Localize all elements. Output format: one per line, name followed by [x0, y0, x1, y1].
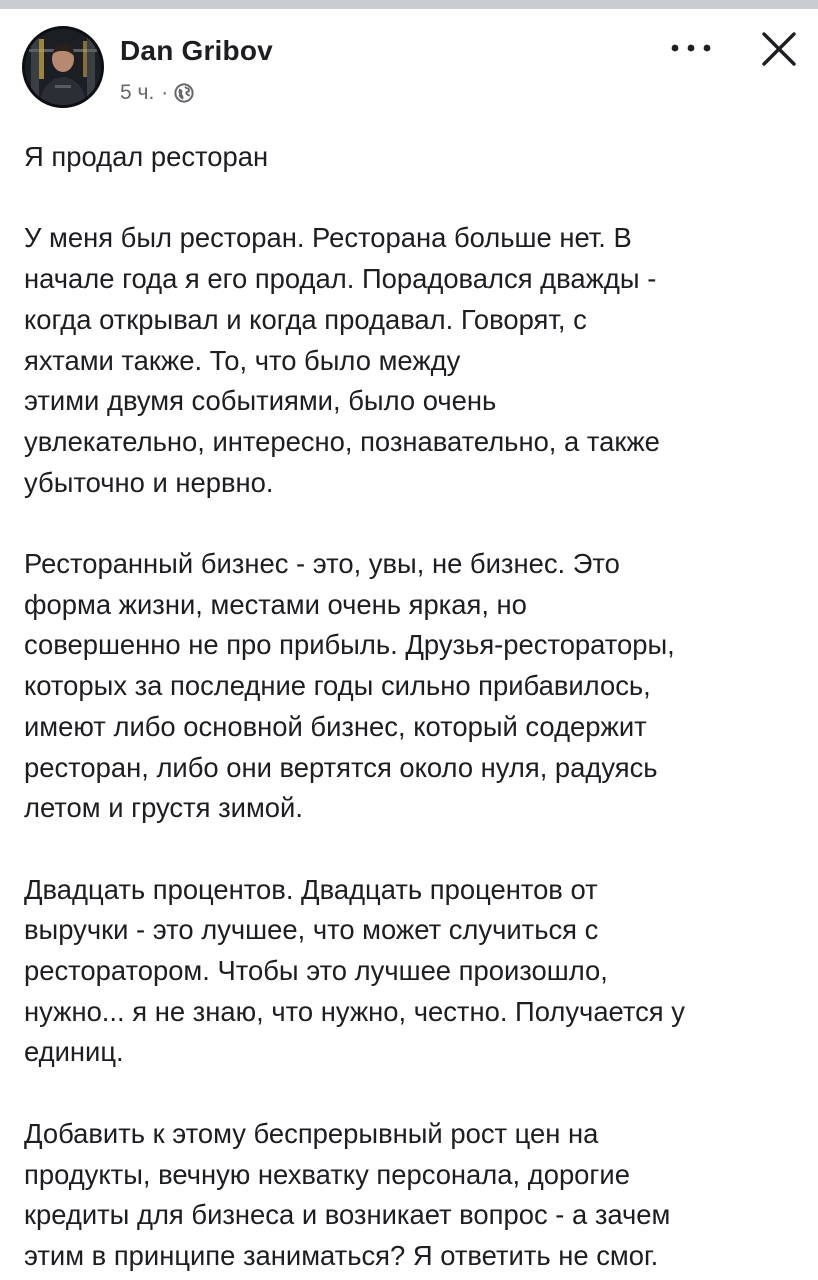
post-time[interactable]: 5 ч. — [120, 81, 155, 104]
paragraph-spacer — [24, 178, 804, 219]
globe-icon — [174, 83, 194, 103]
post-paragraph-4: Добавить к этому беспрерывный рост цен на продукты, вечную нехватку персонала, дорогие кредиты для бизнеса и возникает вопрос - а зачем этим в принципе заниматься? Я ответить не смог. — [24, 1117, 671, 1271]
post-paragraph-3: Двадцать процентов. Двадцать процентов от выручки - это лучшее, что может случиться с рестоpатором. Чтобы это лучшее произошло, нужно... я не знаю, что нужно, честно. Получается у единиц. — [24, 873, 685, 1068]
more-icon[interactable] — [666, 36, 716, 60]
paragraph-spacer — [24, 503, 804, 544]
paragraph-spacer — [24, 829, 804, 870]
avatar[interactable] — [22, 26, 104, 108]
close-icon[interactable] — [760, 30, 798, 68]
author-name[interactable]: Dan Gribov — [120, 35, 273, 66]
post-meta — [120, 79, 194, 107]
post-title: Я продал ресторан — [24, 141, 269, 172]
post-paragraph-2: Ресторанный бизнес - это, увы, не бизнес. Это форма жизни, местами очень яркая, но совершенно не про прибыль. Друзья-рестораторы, которых за последние годы сильно прибавилось, имеют либо основной бизнес, который содержит ресторан, либо они вертятся около нуля, радуясь летом и грустя зимой. — [24, 548, 675, 824]
paragraph-spacer — [24, 1073, 804, 1114]
post-paragraph-1: У меня был ресторан. Ресторана больше нет. В начале года я его продал. Порадовался дважды - когда открывал и когда продавал. Говорят, с яхтами также. То, что было между этими двумя событиями, было очень увлекательно, интересно, познавательно, а также убыточно и нервно. — [24, 222, 660, 498]
post-body — [24, 137, 804, 1277]
meta-separator: · — [161, 81, 169, 104]
post-header — [22, 26, 798, 116]
top-status-bar — [0, 0, 818, 9]
avatar-photo — [25, 29, 101, 105]
